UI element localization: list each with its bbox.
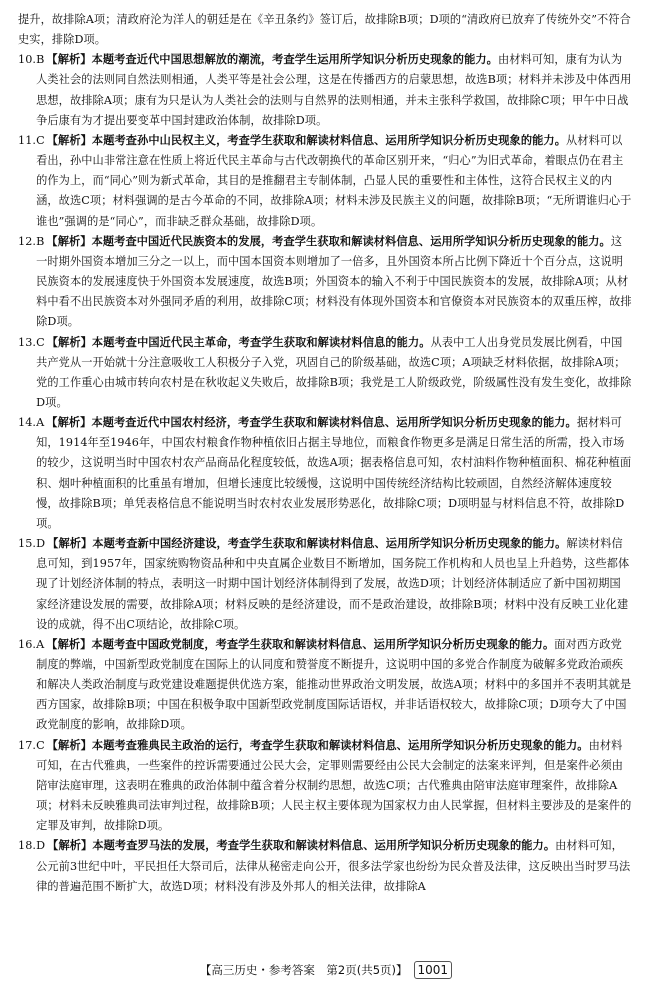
- answer-item: [18, 413, 632, 534]
- explanation-text: 由材料可知，公元前3世纪中叶，平民担任大祭司后，法律从秘密走向公开，很多法学家也纷纷为民众普及法律，这反映出当时罗马法律的普遍范围不断扩大，故选D项；材料没有涉及外邦人的相关法律，故排除A: [36, 839, 631, 893]
- answer-item: [18, 736, 632, 837]
- footer-label: 【高三历史・参考答案 第2页(共5页)】: [199, 963, 408, 977]
- explanation-text: 面对西方政党制度的弊端，中国新型政党制度在国际上的认同度和赞誉度不断提升，这说明中国的多党合作制度为破解多党政治顽疾和解决人类政治制度与政党建设难题提供优选方案，能推动世界政治文明发展，故选A项；材料中的多国并不表明其就是西方国家，故排除B项；中国在积极争取中国新型政党制度国际话语权，并非话语权较大，故排除C项；D项夸大了中国政党制度的影响，故排除D项。: [36, 637, 632, 732]
- answer-body: [36, 131, 632, 232]
- topic-statement: 本题考查罗马法的发展，考查学生获取和解读材料信息、运用所学知识分析历史现象的能力。: [92, 839, 556, 853]
- answer-letter: B: [36, 234, 45, 248]
- analysis-tag: 【解析】: [46, 416, 92, 430]
- analysis-tag: 【解析】: [46, 637, 92, 651]
- answer-body: [36, 836, 632, 896]
- answer-item: [18, 333, 632, 414]
- topic-statement: 本题考查中国政党制度，考查学生获取和解读材料信息、运用所学知识分析历史现象的能力。: [91, 637, 555, 651]
- answer-letter: D: [36, 839, 46, 853]
- answer-content: [18, 10, 632, 897]
- analysis-tag: 【解析】: [46, 738, 92, 752]
- question-number: 10.: [18, 53, 37, 67]
- answer-body: [36, 232, 632, 333]
- explanation-text: 据材料可知，1914年至1946年，中国农村粮食作物种植依旧占据主导地位，而粮食作物更多是满足日常生活的所需，投入市场的较少，这说明当时中国农村农产品商品化程度较低，故选A项；据表格信息可知，农村油料作物种植面积、棉花种植面积、烟叶种植面积的比重虽有增加，但增长速度比较缓慢，这说明中国传统经济结构比较顽固，自然经济解体速度较慢，故排除B项；单凭表格信息不能说明当时农村农业发展形势恶化，故排除C项；D项明显与材料信息不符，故排除D项。: [36, 416, 632, 530]
- answer-letter: C: [36, 738, 45, 752]
- explanation-text: 从表中工人出身党员发展比例看，中国共产党从一开始就十分注意吸收工人积极分子入党，巩固自己的阶级基础，故选C项；A项缺乏材料依据，故排除A项；党的工作重心由城市转向农村是在秋收起义失败后，故排除B项；我党是工人阶级政党，阶级属性没有发生变化，故排除D项。: [36, 335, 632, 409]
- answer-letter: A: [36, 637, 45, 651]
- answer-letter: C: [36, 335, 45, 349]
- explanation-text: 这一时期外国资本增加三分之一以上，而中国本国资本则增加了一倍多，且外国资本所占比例下降近十个百分点，这说明民族资本的发展速度快于外国资本发展速度，故选B项；外国资本的输入不利于中国民族资本的发展，故排除A项；从材料中看不出民族资本对外强同矛盾的利用，故排除C项；材料没有体现外国资本和官僚资本对民族资本的双重压榨，故排除D项。: [36, 234, 632, 329]
- explanation-text: 解读材料信息可知，到1957年，国家统购物资品种和中央直属企业数目不断增加，国务院工作机构和人员也呈上升趋势，这些都体现了计划经济体制的特点，表明这一时期中国计划经济体制得到了发展，故选D项；计划经济体制适应了新中国初期国家经济建设发展的需要，故排除A项；材料反映的是经济建设，而不是政治建设，故排除B项；材料中没有反映工业化建设的成就，得不出C项结论，故排除C项。: [36, 537, 630, 631]
- page-footer: [0, 961, 652, 979]
- answer-letter: C: [36, 133, 45, 147]
- answer-item: [18, 232, 632, 333]
- topic-statement: 本题考查近代中国思想解放的潮流，考查学生运用所学知识分析历史现象的能力。: [91, 53, 498, 67]
- topic-statement: 本题考查中国近代民族资本的发展，考查学生获取和解读材料信息、运用所学知识分析历史现象的能力。: [91, 234, 611, 248]
- question-number: 16.: [18, 637, 37, 651]
- analysis-tag: 【解析】: [46, 53, 92, 67]
- question-number: 18.: [18, 839, 37, 853]
- answer-body: [36, 413, 632, 534]
- topic-statement: 本题考查孙中山民权主义，考查学生获取和解读材料信息、运用所学知识分析历史现象的能力。: [91, 133, 566, 147]
- analysis-tag: 【解析】: [46, 133, 92, 147]
- explanation-text: 由材料可知，在古代雅典，一些案件的控诉需要通过公民大会，定罪则需要经由公民大会制定的法案来评判，但是案件必须由陪审法庭审理，这表明在雅典的政治体制中蕴含着分权制约思想，故选C项；古代雅典由陪审法庭审理案件，故排除A项；材料未反映雅典司法审判过程，故排除B项；人民主权主要体现为国家权力由人民掌握，但材料主要涉及的是案件的定罪及审判，故排除D项。: [36, 738, 632, 833]
- analysis-tag: 【解析】: [46, 234, 92, 248]
- analysis-tag: 【解析】: [47, 537, 93, 551]
- question-number: 17.: [18, 738, 37, 752]
- answer-list: [18, 50, 632, 897]
- answer-item: [18, 635, 632, 736]
- answer-item: [18, 131, 632, 232]
- topic-statement: 本题考查雅典民主政治的运行，考查学生获取和解读材料信息、运用所学知识分析历史现象的能力。: [91, 738, 589, 752]
- answer-letter: D: [36, 537, 46, 551]
- answer-body: [36, 534, 632, 635]
- answer-item: [18, 534, 632, 635]
- question-number: 15.: [18, 537, 37, 551]
- answer-letter: B: [36, 53, 45, 67]
- analysis-tag: 【解析】: [47, 839, 93, 853]
- question-number: 12.: [18, 234, 37, 248]
- intro-paragraph: 提升，故排除A项；清政府沦为洋人的朝廷是在《辛丑条约》签订后，故排除B项；D项的“清政府已放弃了传统外交”不符合史实，排除D项。: [18, 13, 631, 47]
- topic-statement: 本题考查中国近代民主革命，考查学生获取和解读材料信息的能力。: [91, 335, 431, 349]
- analysis-tag: 【解析】: [46, 335, 92, 349]
- explanation-text: 从材料可以看出，孙中山非常注意在性质上将近代民主革命与古代改朝换代的革命区别开来，“归心”为旧式革命，着眼点仍在君主的作为上，而“同心”则为新式革命，其目的是推翻君主专制体制，凸显人民的重要性和主体性，这符合民权主义的内涵，故选C项；材料强调的是古今革命的不同，故排除A项；材料未涉及民族主义的问题，故排除B项；“无所谓谁归心于谁也”强调的是“同心”，而非缺乏群众基础，故排除D项。: [36, 133, 632, 228]
- answer-body: [36, 50, 632, 131]
- question-number: 11.: [18, 133, 37, 147]
- answer-body: [36, 635, 632, 736]
- answer-letter: A: [36, 416, 45, 430]
- answer-item: [18, 836, 632, 896]
- question-number: 13.: [18, 335, 37, 349]
- topic-statement: 本题考查新中国经济建设，考查学生获取和解读材料信息、运用所学知识分析历史现象的能力。: [92, 537, 567, 551]
- answer-body: [36, 736, 632, 837]
- question-number: 14.: [18, 416, 37, 430]
- answer-body: [36, 333, 632, 414]
- answer-item: [18, 50, 632, 131]
- paper-code-badge: 1001: [414, 961, 453, 979]
- topic-statement: 本题考查近代中国农村经济，考查学生获取和解读材料信息、运用所学知识分析历史现象的能力。: [91, 416, 577, 430]
- explanation-text: 由材料可知，康有为认为人类社会的法则同自然法则相通，人类平等是社会公理，这是在传播西方的启蒙思想，故选B项；材料并未涉及中体西用思想，故排除A项；康有为只是认为人类社会的法则与自然界的法则相通，并未主张科学救国，故排除C项；甲午中日战争后康有为才提出要变革中国封建政治体制，故排除D项。: [36, 53, 632, 127]
